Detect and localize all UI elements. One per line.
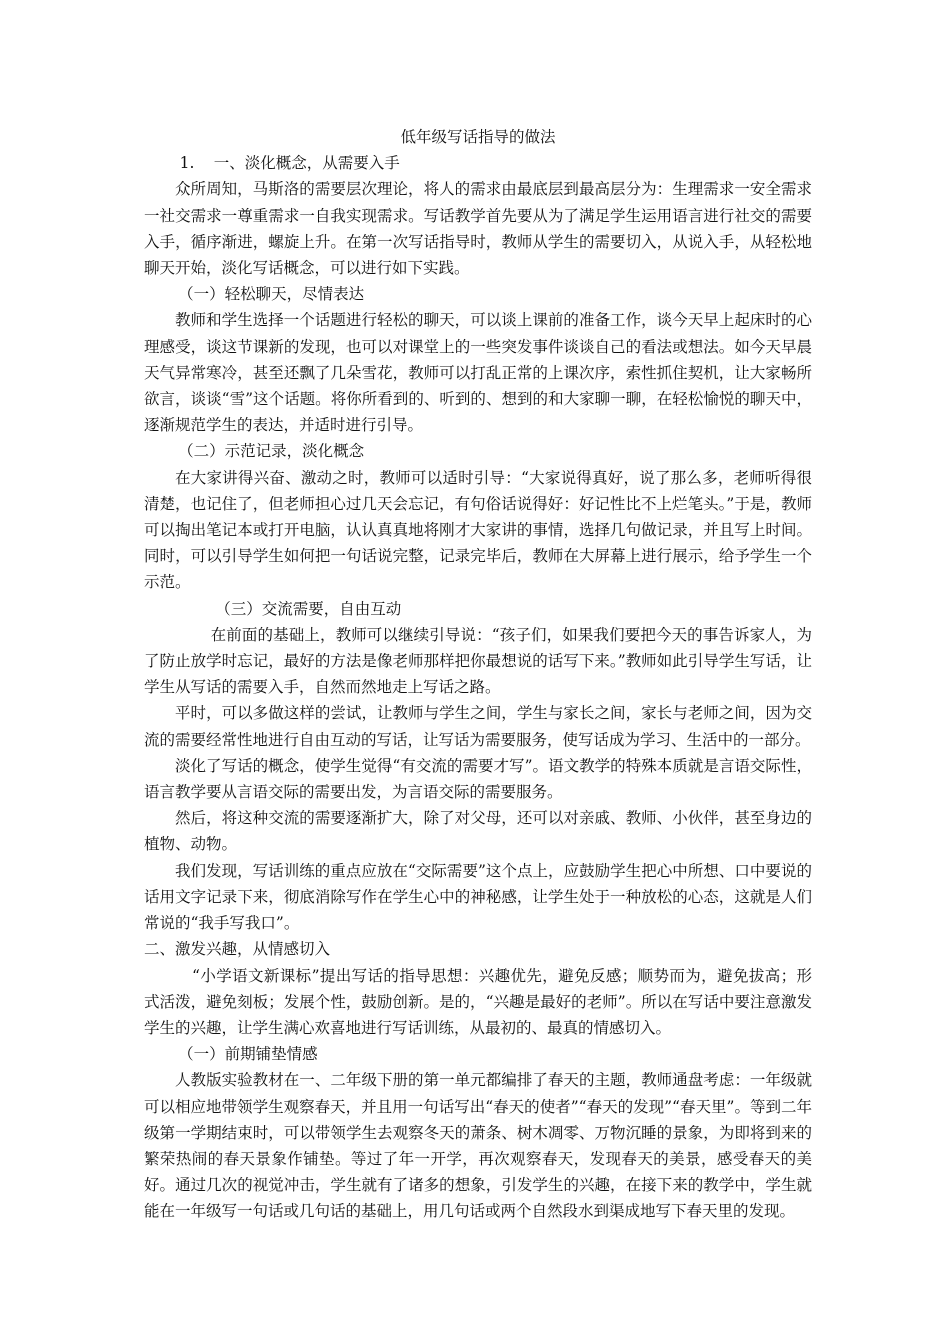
- section-1-number: 1.: [179, 154, 195, 173]
- section-1-heading-text: 一、淡化概念，从需要入手: [213, 154, 400, 173]
- section-2-heading: 二、激发兴趣，从情感切入: [144, 940, 331, 959]
- paragraph-1-c: 然后，将这种交流的需要逐渐扩大，除了对父母，还可以对亲戚、教师、小伙伴，甚至身边的植物、动物。: [144, 809, 812, 854]
- paragraph-1-3: 在前面的基础上，教师可以继续引导说：“孩子们，如果我们要把今天的事告诉家人，为了防止放学时忘记，最好的方法是像老师那样把你最想说的话写下来。”教师如此引导学生写话，让学生从写话的需要入手，自然而然地走上写话之路。: [144, 625, 812, 697]
- section-1-intro: 众所周知，马斯洛的需要层次理论，将人的需求由最底层到最高层分为：生理需求一安全需求一社交需求一尊重需求一自我实现需求。写话教学首先要从为了满足学生运用语言进行社交的需要入手，循序渐进，螺旋上升。在第一次写话指导时，教师从学生的需要切入，从说入手，从轻松地聊天开始，淡化写话概念，可以进行如下实践。: [144, 180, 812, 278]
- subheading-1-3: （三）交流需要，自由互动: [215, 599, 402, 618]
- paragraph-2-1: 人教版实验教材在一、二年级下册的第一单元都编排了春天的主题，教师通盘考虑：一年级就可以相应地带领学生观察春天，并且用一句话写出“春天的使者”“春天的发现”“春天里”。等到二年级第一学期结束时，可以带领学生去观察冬天的萧条、树木凋零、万物沉睡的景象，为即将到来的繁荣热闹的春天景象作铺垫。等过了年一开学，再次观察春天，发现春天的美景，感受春天的美好。通过几次的视觉冲击，学生就有了诸多的想象，引发学生的兴趣，在接下来的教学中，学生就能在一年级写一句话或几句话的基础上，用几句话或两个自然段水到渠成地写下春天里的发现。: [144, 1071, 812, 1221]
- document-title: 低年级写话指导的做法: [400, 128, 556, 146]
- subheading-1-2: （二）示范记录，淡化概念: [178, 442, 365, 461]
- paragraph-1-d: 我们发现，写话训练的重点应放在“交际需要”这个点上，应鼓励学生把心中所想、口中要说的话用文字记录下来，彻底消除写作在学生心中的神秘感，让学生处于一种放松的心态，这就是人们常说的“我手写我口”。: [144, 861, 812, 933]
- subheading-2-1: （一）前期铺垫情感: [178, 1045, 318, 1064]
- section-2-intro: “小学语文新课标”提出写话的指导思想：兴趣优先，避免反感；顺势而为，避免拔高；形式活泼，避免刻板；发展个性，鼓励创新。是的，“兴趣是最好的老师”。所以在写话中要注意激发学生的兴趣，让学生满心欢喜地进行写话训练，从最初的、最真的情感切入。: [144, 966, 812, 1037]
- paragraph-1-b: 淡化了写话的概念，使学生觉得“有交流的需要才写”。语文教学的特殊本质就是言语交际性，语言教学要从言语交际的需要出发，为言语交际的需要服务。: [144, 756, 812, 802]
- document-page: [144, 124, 812, 1225]
- paragraph-1-a: 平时，可以多做这样的尝试，让教师与学生之间，学生与家长之间，家长与老师之间，因为交流的需要经常性地进行自由互动的写话，让写话为需要服务，使写话成为学习、生活中的一部分。: [144, 704, 812, 749]
- paragraph-1-1: 教师和学生选择一个话题进行轻松的聊天，可以谈上课前的准备工作，谈今天早上起床时的心理感受，谈这节课新的发现，也可以对课堂上的一些突发事件谈谈自己的看法或想法。如今天早晨天气异常寒冷，甚至还飘了几朵雪花，教师可以打乱正常的上课次序，索性抓住契机，让大家畅所欲言，谈谈“雪”这个话题。将你所看到的、听到的、想到的和大家聊一聊，在轻松愉悦的聊天中，逐渐规范学生的表达，并适时进行引导。: [144, 311, 812, 435]
- section-1-heading: [144, 150, 812, 176]
- paragraph-1-2: 在大家讲得兴奋、激动之时，教师可以适时引导：“大家说得真好，说了那么多，老师听得很清楚，也记住了，但老师担心过几天会忘记，有句俗话说得好：好记性比不上烂笔头。”于是，教师可以掏出笔记本或打开电脑，认认真真地将刚才大家讲的事情，选择几句做记录，并且写上时间。同时，可以引导学生如何把一句话说完整，记录完毕后，教师在大屏幕上进行展示，给予学生一个示范。: [144, 468, 812, 592]
- subheading-1-1: （一）轻松聊天，尽情表达: [178, 285, 365, 304]
